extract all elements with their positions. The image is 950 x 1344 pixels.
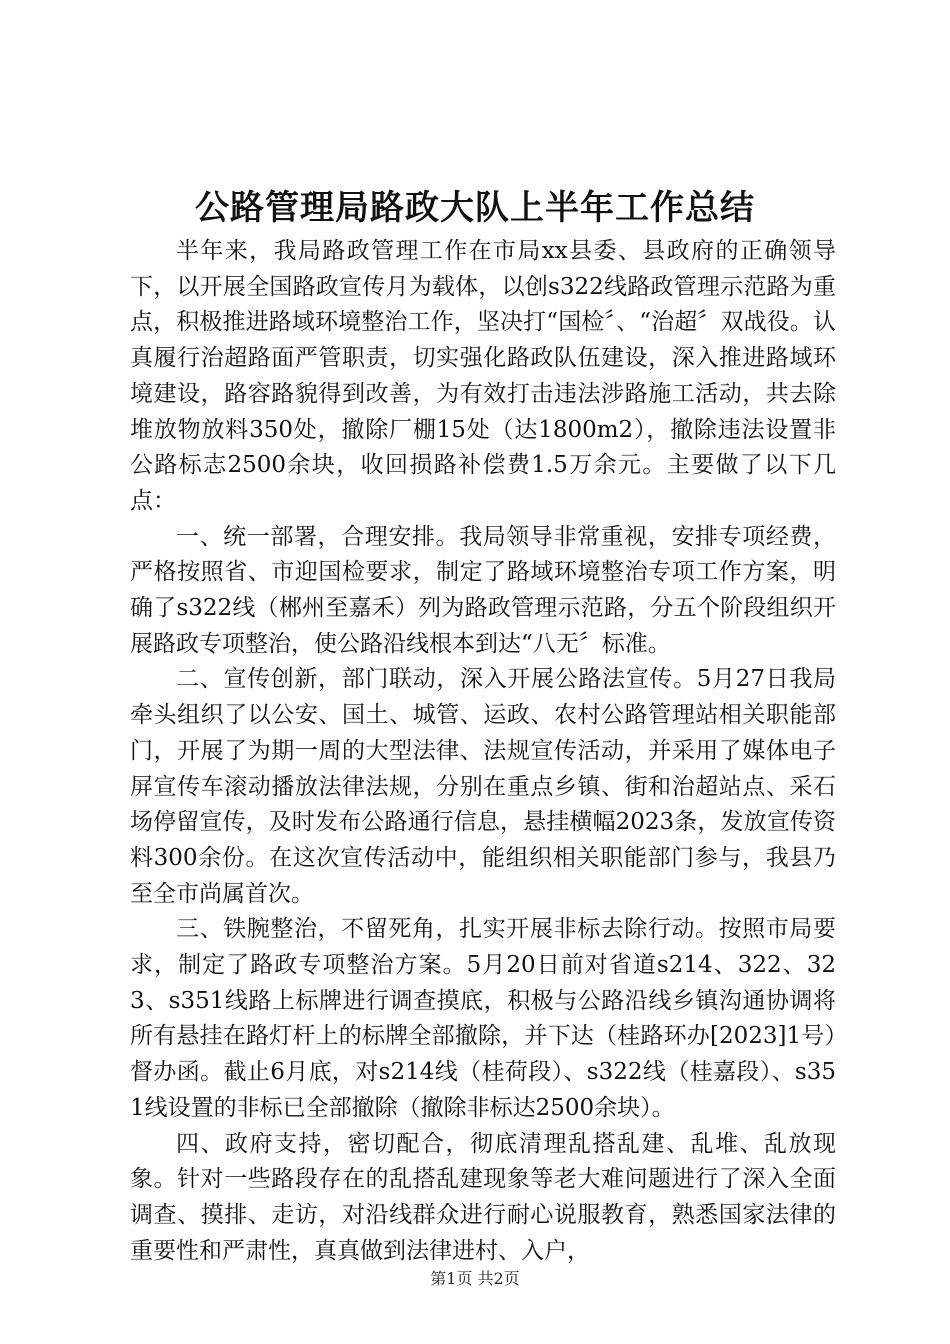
document-title: 公路管理局路政大队上半年工作总结 xyxy=(195,188,755,228)
paragraph-section-1: 一、统一部署，合理安排。我局领导非常重视，安排专项经费，严格按照省、市迎国检要求，制定了路域环境整治专项工作方案，明确了s322线（郴州至嘉禾）列为路政管理示范路，分五个阶段组织开展路政专项整治，使公路沿线根本到达“八无〞标准。 xyxy=(130,523,836,657)
paragraph-section-4: 四、政府支持，密切配合，彻底清理乱搭乱建、乱堆、乱放现象。针对一些路段存在的乱搭乱建现象等老大难问题进行了深入全面调查、摸排、走访，对沿线群众进行耐心说服教育，熟悉国家法律的重要性和严肃性，真真做到法律进村、入户， xyxy=(130,1130,836,1264)
page-footer: 第1页 共2页 xyxy=(430,1269,520,1288)
document-body xyxy=(130,234,836,1269)
paragraph-section-3: 三、铁腕整治，不留死角，扎实开展非标去除行动。按照市局要求，制定了路政专项整治方案。5月20日前对省道s214、322、323、s351线路上标牌进行调查摸底，积极与公路沿线乡镇沟通协调将所有悬挂在路灯杆上的标牌全部撤除，并下达（桂路环办[2023]1号）督办函。截止6月底，对s214线（桂荷段）、s322线（桂嘉段）、s351线设置的非标已全部撤除（撤除非标达2500余块）。 xyxy=(130,916,836,1121)
paragraph-intro: 半年来，我局路政管理工作在市局xx县委、县政府的正确领导下，以开展全国路政宣传月为载体，以创s322线路政管理示范路为重点，积极推进路域环境整治工作，坚决打“国检〞、“治超〞双战役。认真履行治超路面严管职责，切实强化路政队伍建设，深入推进路域环境建设，路容路貌得到改善，为有效打击违法涉路施工活动，共去除堆放物放料350处，撤除厂棚15处（达1800m2），撤除违法设置非公路标志2500余块，收回损路补偿费1.5万余元。主要做了以下几点： xyxy=(130,238,836,514)
paragraph-section-2: 二、宣传创新，部门联动，深入开展公路法宣传。5月27日我局牵头组织了以公安、国土、城管、运政、农村公路管理站相关职能部门，开展了为期一周的大型法律、法规宣传活动，并采用了媒体电子屏宣传车滚动播放法律法规，分别在重点乡镇、街和治超站点、采石场停留宣传，及时发布公路通行信息，悬挂横幅2023条，发放宣传资料300余份。在这次宣传活动中，能组织相关职能部门参与，我县乃至全市尚属首次。 xyxy=(130,666,836,907)
